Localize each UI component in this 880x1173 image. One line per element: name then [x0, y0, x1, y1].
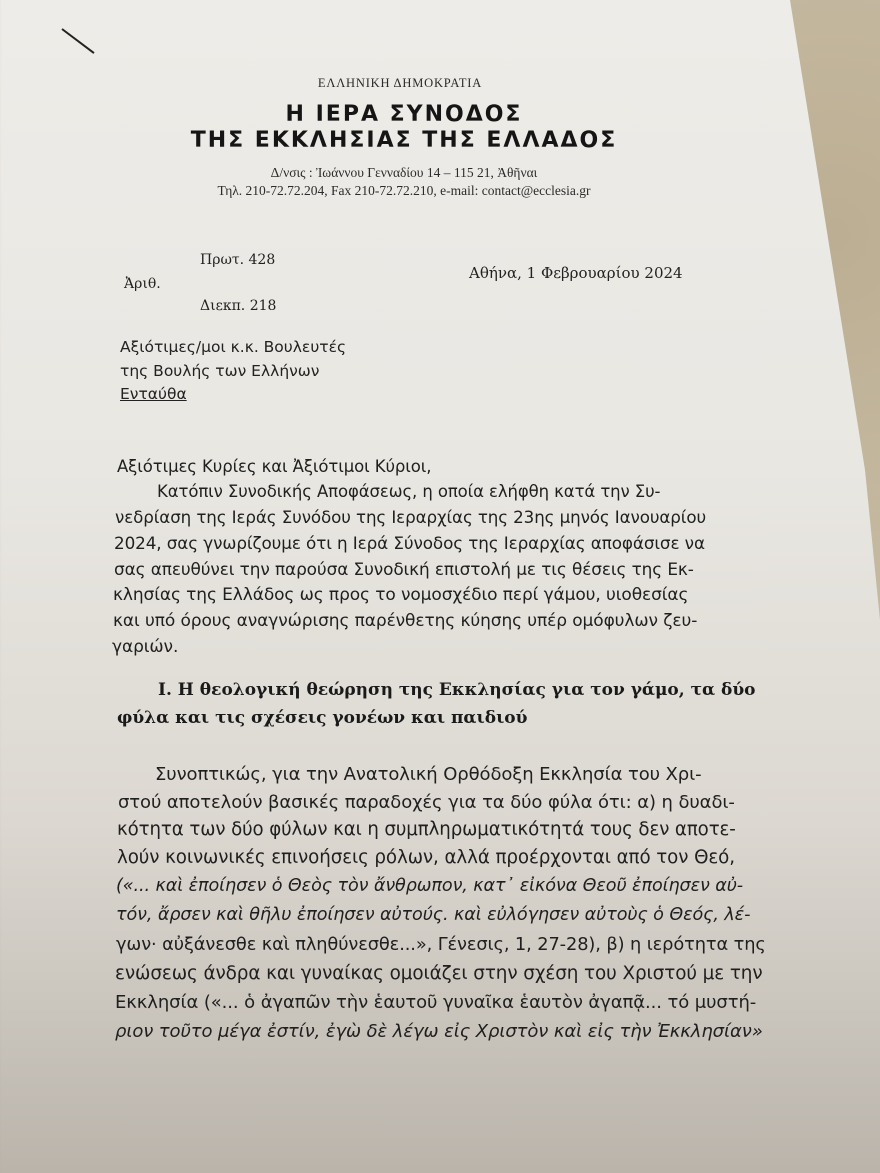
diekp-number: Διεκπ. 218 [200, 298, 277, 314]
section-line: Συνοπτικώς, για την Ανατολική Ορθόδοξη Εκκλησία του Χρι- [155, 764, 702, 785]
section-line-quote: τόν, ἄρσεν καὶ θῆλυ ἐποίησεν αὐτούς. καὶ εὐλόγησεν αὐτοὺς ὁ Θεός, λέ- [116, 905, 751, 925]
intro-line: και υπό όρους αναγνώρισης παρένθετης κύησης υπέρ ομόφυλων ζευ- [113, 611, 698, 631]
intro-line: κλησίας της Ελλάδος ως προς το νομοσχέδιο περί γάμου, υιοθεσίας [113, 585, 689, 605]
contact-info: Τηλ. 210-72.72.204, Fax 210-72.72.210, e-mail: contact@ecclesia.gr [217, 183, 591, 198]
section-line-quote: ριον τοῦτο μέγα ἐστίν, ἐγὼ δὲ λέγω εἰς Χριστὸν καὶ εἰς τὴν Ἐκκλησίαν» [115, 1021, 763, 1042]
intro-line: νεδρίαση της Ιεράς Συνόδου της Ιεραρχίας της 23ης μηνός Ιανουαρίου [115, 507, 707, 527]
section-heading-line2: φύλα και τις σχέσεις γονέων και παιδιού [117, 708, 528, 728]
postal-address: Δ/νσις : Ἰωάννου Γενναδίου 14 – 115 21, Ἀθῆναι [270, 165, 538, 180]
intro-line: 2024, σας γνωρίζουμε ότι η Ιερά Σύνοδος της Ιεραρχίας αποφάσισε να [114, 533, 705, 553]
section-line: γων· αὐξάνεσθε καὶ πληθύνεσθε...», Γένεσις, 1, 27-28), β) η ιερότητα της [116, 934, 766, 955]
intro-line: σας απευθύνει την παρούσα Συνοδική επιστολή με τις θέσεις της Εκ- [114, 559, 694, 579]
recipient-line1: Αξιότιμες/μοι κ.κ. Βουλευτές [120, 338, 347, 356]
republic-header: ΕΛΛΗΝΙΚΗ ΔΗΜΟΚΡΑΤΙΑ [317, 76, 483, 90]
place-date: Αθήνα, 1 Φεβρουαρίου 2024 [469, 264, 683, 282]
section-line-quote: Εκκλησία («... ὁ ἀγαπῶν τὴν ἑαυτοῦ γυναῖκα ἑαυτὸν ἀγαπᾷ... τό μυστή- [115, 992, 757, 1013]
recipient-line3: Ενταύθα [120, 385, 187, 403]
protocol-number: Πρωτ. 428 [200, 252, 276, 268]
section-line: στού αποτελούν βασικές παραδοχές για τα δύο φύλα ότι: α) η δυαδι- [118, 792, 735, 813]
intro-line: γαριών. [112, 637, 179, 657]
section-line-quote: («... καὶ ἐποίησεν ὁ Θεὸς τὸν ἄνθρωπον, κατ᾽ εἰκόνα Θεοῦ ἐποίησεν αὐ- [116, 876, 744, 896]
recipient-line2: της Βουλής των Ελλήνων [120, 362, 320, 380]
synod-title-line2: ΤΗΣ ΕΚΚΛΗΣΙΑΣ ΤΗΣ ΕΛΛΑΔΟΣ [190, 128, 618, 153]
section-line: ενώσεως άνδρα και γυναίκας ομοιάζει στην σχέση του Χριστού με την [115, 963, 763, 984]
section-line: λούν κοινωνικές επινοήσεις ρόλων, αλλά προέρχονται από τον Θεό, [117, 847, 735, 868]
number-label: Ἀριθ. [124, 276, 161, 292]
section-line: κότητα των δύο φύλων και η συμπληρωματικότητά τους δεν αποτε- [117, 819, 736, 840]
intro-line: Κατόπιν Συνοδικής Αποφάσεως, η οποία ελήφθη κατά την Συ- [157, 482, 661, 501]
salutation: Αξιότιμες Κυρίες και Ἀξιότιμοι Κύριοι, [117, 457, 432, 476]
section-heading-line1: Ι. Η θεολογική θεώρηση της Εκκλησίας για τον γάμο, τα δύο [158, 680, 756, 700]
synod-title-line1: Η ΙΕΡΑ ΣΥΝΟΔΟΣ [285, 102, 523, 127]
